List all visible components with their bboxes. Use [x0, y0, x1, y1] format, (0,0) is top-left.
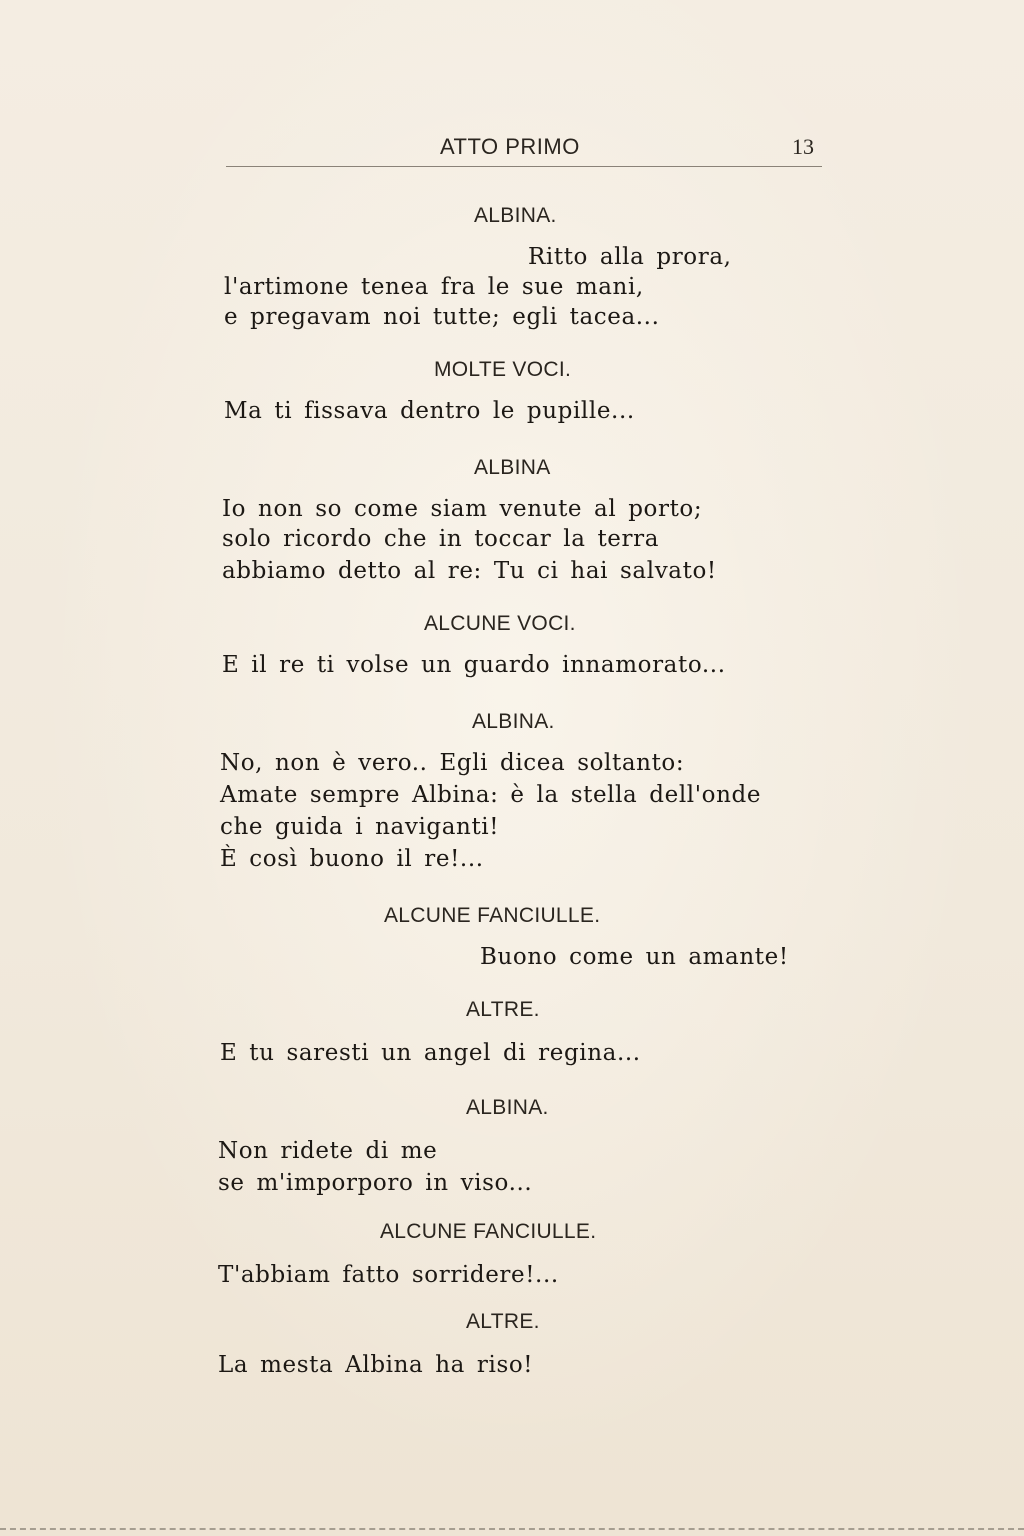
speaker-name: ALBINA. [472, 710, 555, 733]
verse-line: È così buono il re!... [220, 846, 484, 872]
verse-line: Io non so come siam venute al porto; [222, 496, 703, 522]
verse-line: Ma ti fissava dentro le pupille... [224, 398, 635, 424]
speaker-name: ALBINA [474, 456, 551, 479]
speaker-name: ALCUNE VOCI. [424, 612, 576, 635]
verse-line: Ritto alla prora, [528, 244, 732, 270]
verse-line: se m'imporporo in viso... [218, 1170, 533, 1196]
verse-line: T'abbiam fatto sorridere!... [218, 1262, 559, 1288]
running-title: ATTO PRIMO [440, 134, 580, 159]
verse-line: Non ridete di me [218, 1138, 438, 1164]
page-header [226, 132, 822, 167]
page-number: 13 [792, 134, 814, 159]
verse-line: E il re ti volse un guardo innamorato... [222, 652, 726, 678]
verse-line: e pregavam noi tutte; egli tacea... [224, 304, 660, 330]
verse-line: solo ricordo che in toccar la terra [222, 526, 660, 552]
page-bottom-edge [0, 1528, 1024, 1532]
verse-line: abbiamo detto al re: Tu ci hai salvato! [222, 558, 717, 584]
speaker-name: ALTRE. [466, 1310, 540, 1333]
speaker-name: ALCUNE FANCIULLE. [384, 904, 601, 927]
verse-line: l'artimone tenea fra le sue mani, [224, 274, 644, 300]
speaker-name: ALBINA. [474, 204, 557, 227]
verse-line: No, non è vero.. Egli dicea soltanto: [220, 750, 685, 776]
speaker-name: ALCUNE FANCIULLE. [380, 1220, 597, 1243]
verse-line: E tu saresti un angel di regina... [220, 1040, 641, 1066]
speaker-name: ALBINA. [466, 1096, 549, 1119]
verse-line: Amate sempre Albina: è la stella dell'onde [220, 782, 762, 808]
verse-line: Buono come un amante! [480, 944, 789, 970]
speaker-name: ALTRE. [466, 998, 540, 1021]
speaker-name: MOLTE VOCI. [434, 358, 572, 381]
verse-line: La mesta Albina ha riso! [218, 1352, 534, 1378]
verse-line: che guida i naviganti! [220, 814, 500, 840]
